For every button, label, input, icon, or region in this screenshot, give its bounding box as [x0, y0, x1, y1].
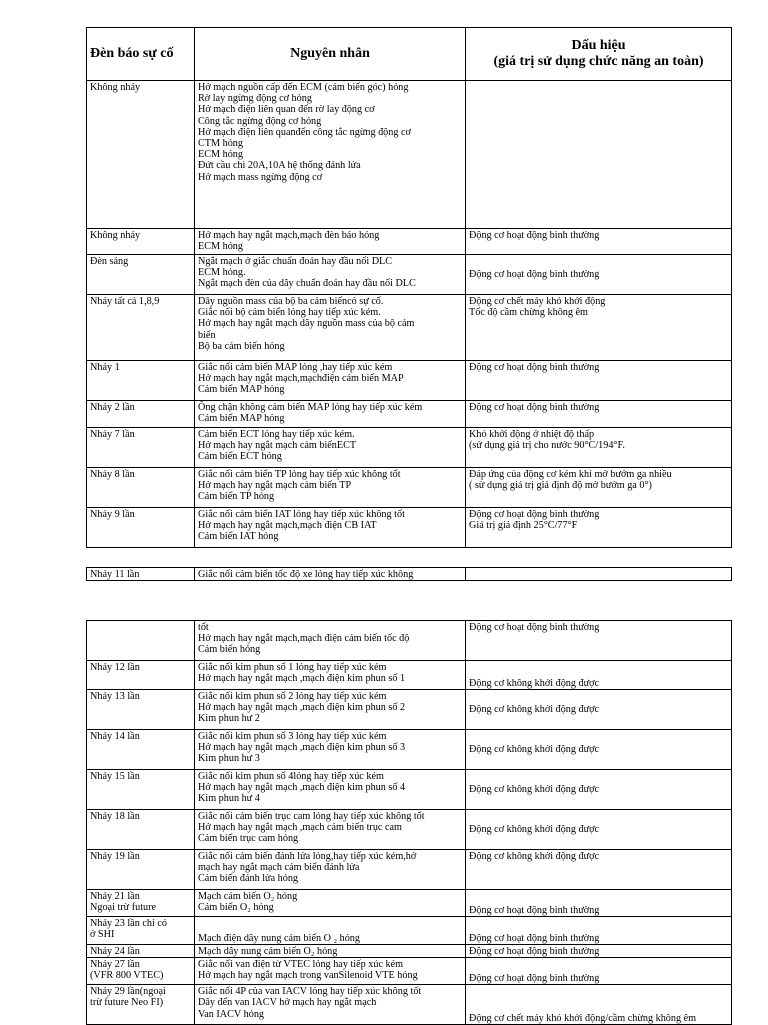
symptom-text: Động cơ hoạt động bình thường	[469, 946, 600, 957]
cause-line: Dây đến van IACV hở mạch hay ngắt mạch	[198, 997, 377, 1009]
cause-line: Kim phun hư 2	[198, 713, 260, 725]
cause-line: Van IACV hỏng	[198, 1008, 265, 1020]
table-row	[87, 468, 732, 508]
cause-line: Giắc nối van điện từ VTEC lỏng hay tiếp xúc kém	[198, 959, 404, 971]
cause-line: Hở mạch hay ngắt mạch cảm biến TP	[198, 480, 352, 492]
header-cause: Nguyên nhân	[195, 28, 466, 81]
symptom-cell	[466, 661, 732, 690]
table-row	[87, 850, 732, 890]
table-row	[87, 508, 732, 548]
table-row	[87, 890, 732, 917]
cause-line: Giắc nối kim phun số 3 lỏng hay tiếp xúc kém	[198, 731, 387, 742]
signal-cell	[87, 730, 195, 770]
cause-line: Hở mạch hay ngắt mạch ,mạch điện kim phun số 1	[198, 673, 406, 685]
cause-line: Giắc nối kim phun số 1 lỏng hay tiếp xúc kém	[198, 662, 387, 673]
signal-text: Nháy 23 lần chỉ có	[90, 918, 167, 929]
cause-cell	[195, 81, 466, 229]
symptom-cell	[466, 508, 732, 548]
header-symptom-title: Dấu hiệu	[571, 38, 626, 53]
cause-cell	[195, 945, 466, 958]
cause-cell	[195, 690, 466, 730]
cause-cell	[195, 295, 466, 361]
cause-cell	[195, 508, 466, 548]
cause-line: Đứt cầu chì 20A,10A hệ thống đánh lửa	[198, 160, 361, 172]
cause-line: Cảm biến MAP hỏng	[198, 413, 285, 425]
cause-line: Cảm biến hỏng	[198, 644, 261, 656]
cause-line: Hở mạch hay ngắt mạch ,mạch điện kim phun số 3	[198, 742, 406, 754]
cause-line: Cảm biến TP hỏng	[198, 491, 275, 503]
cause-line: Hở mạch hay ngắt mạch,mạch điện cảm biến tốc độ	[198, 633, 410, 645]
symptom-line: Khó khởi động ở nhiệt độ thấp	[469, 429, 595, 440]
cause-cell	[195, 850, 466, 890]
table-row	[87, 621, 732, 661]
table-row	[87, 917, 732, 945]
symptom-cell	[466, 401, 732, 428]
cause-line: ECM hỏng.	[198, 267, 246, 279]
cause-line: Hở mạch hay ngắt mạch ,mạch điện kim phun số 4	[198, 782, 406, 794]
signal-cell	[87, 690, 195, 730]
signal-cell	[87, 295, 195, 361]
signal-cell	[87, 508, 195, 548]
symptom-text: Động cơ không khởi động được	[469, 677, 600, 689]
header-symptom	[466, 28, 732, 81]
cause-line: Giắc nối kim phun số 2 lỏng hay tiếp xúc kém	[198, 691, 387, 702]
cause-line: Giắc nối cảm biến MAP lỏng ,hay tiếp xúc kém	[198, 362, 393, 373]
signal-text: Nháy 12 lần	[90, 662, 140, 673]
symptom-text: Động cơ chết máy khó khởi động/cầm chừng không êm	[469, 1013, 697, 1024]
signal-text: Nháy 19 lần	[90, 851, 140, 862]
signal-text: Nháy 18 lần	[90, 811, 140, 822]
cause-cell	[195, 917, 466, 945]
symptom-cell	[466, 621, 732, 661]
table-row	[87, 401, 732, 428]
signal-cell	[87, 985, 195, 1025]
cause-cell	[195, 468, 466, 508]
table-row	[87, 690, 732, 730]
table-row	[87, 730, 732, 770]
symptom-text: Động cơ hoạt động bình thường	[469, 973, 600, 984]
cause-line: Giắc nối cảm biến trục cam lỏng hay tiếp xúc không tốt	[198, 811, 425, 822]
signal-cell	[87, 945, 195, 958]
symptom-cell	[466, 958, 732, 985]
signal-text: Nháy 13 lần	[90, 691, 140, 702]
symptom-cell	[466, 295, 732, 361]
cause-line: Mạch cảm biến O₂ hỏng	[198, 891, 298, 902]
cause-line: Cảm biến ECT hỏng	[198, 451, 282, 463]
cause-cell	[195, 401, 466, 428]
signal-text: Nháy 9 lần	[90, 509, 135, 520]
symptom-text: Động cơ không khởi động được	[469, 744, 600, 756]
cause-cell	[195, 770, 466, 810]
cause-line: Kim phun hư 3	[198, 753, 260, 765]
signal-text: ở SHI	[90, 929, 115, 941]
cause-line: Hở mạch hay ngắt mạch cảm biếnECT	[198, 440, 357, 452]
cause-line: Cảm biến O₂ hỏng	[198, 902, 274, 914]
signal-text: Nháy 8 lần	[90, 469, 135, 480]
signal-cell	[87, 81, 195, 229]
symptom-line: (sử dụng giá trị cho nước 90°C/194°F.	[469, 440, 625, 452]
cause-line: Hở mạch hay ngắt mạch ,mạch điện kim phun số 2	[198, 702, 406, 714]
symptom-line: Động cơ hoạt động bình thường	[469, 509, 600, 520]
table-row	[87, 81, 732, 229]
header-row	[87, 28, 732, 81]
symptom-cell	[466, 428, 732, 468]
table-row	[87, 255, 732, 295]
symptom-cell	[466, 917, 732, 945]
symptom-line: Tốc độ cầm chừng không êm	[469, 307, 588, 319]
signal-cell	[87, 770, 195, 810]
cause-line: Giắc nối kim phun số 4lỏng hay tiếp xúc kém	[198, 771, 384, 782]
header-symptom-note: (giá trị sử dụng chức năng an toàn)	[493, 54, 704, 69]
symptom-text: Động cơ không khởi động được	[469, 784, 600, 796]
symptom-line: Động cơ hoạt động bình thường	[469, 402, 600, 413]
fault-table-page-1	[86, 27, 732, 548]
signal-cell	[87, 917, 195, 945]
cause-line: Giắc nối cảm biến IAT lỏng hay tiếp xúc không tốt	[198, 509, 405, 520]
cause-cell	[195, 730, 466, 770]
symptom-line: Động cơ hoạt động bình thường	[469, 362, 600, 373]
cause-line: Hở mạch mass ngừng động cơ	[198, 171, 323, 183]
symptom-cell	[466, 730, 732, 770]
signal-text: Nháy 15 lần	[90, 771, 140, 782]
signal-text: Nháy 7 lần	[90, 429, 135, 440]
signal-cell	[87, 361, 195, 401]
symptom-cell	[466, 229, 732, 255]
symptom-line: Động cơ chết máy khó khởi động	[469, 296, 606, 307]
cause-line: Dây nguồn mass của bộ ba cảm biếncó sự cố.	[198, 296, 384, 307]
cause-text: Giắc nối cảm biến tốc độ xe lỏng hay tiếp xúc không	[198, 569, 414, 580]
signal-text: Nháy 21 lần	[90, 891, 140, 902]
symptom-cell	[466, 945, 732, 958]
signal-cell	[87, 401, 195, 428]
symptom-text: Động cơ hoạt động bình thường	[469, 932, 600, 944]
signal-cell	[87, 958, 195, 985]
cause-cell	[195, 428, 466, 468]
cause-line: Mạch điện dây nung cảm biến O ₂ hỏng	[198, 932, 360, 944]
table-row	[87, 295, 732, 361]
signal-text: Nháy 14 lần	[90, 731, 140, 742]
cause-line: ECM hỏng	[198, 241, 243, 253]
cause-line: Công tắc ngừng động cơ hỏng	[198, 115, 322, 127]
fault-table-page-2	[86, 620, 732, 1025]
signal-text: Nháy tất cả 1,8,9	[90, 296, 160, 307]
cause-line: Hở mạch hay ngắt mạch ,mạch cảm biến trục cam	[198, 822, 402, 834]
signal-text: Nháy 1	[90, 362, 120, 373]
symptom-cell	[466, 568, 732, 581]
cause-line: Rờ lay ngừng động cơ hỏng	[198, 93, 312, 105]
symptom-text: Động cơ hoạt động bình thường	[469, 904, 600, 916]
signal-cell	[87, 890, 195, 917]
signal-text: Đèn sáng	[90, 256, 129, 267]
cause-line: Ngắt mạch đèn của dây chuẩn đoán hay đầu nối DLC	[198, 278, 416, 290]
cause-line: Hở mạch hay ngắt mạch,mạchđiện cảm biến MAP	[198, 373, 404, 385]
symptom-cell	[466, 690, 732, 730]
symptom-cell	[466, 810, 732, 850]
cause-cell	[195, 255, 466, 295]
table-row	[87, 229, 732, 255]
cause-line: Hở mạch hay ngắt mạch,mạch điện CB IAT	[198, 520, 377, 532]
cause-line: Mạch dây nung cảm biến O₂ hỏng	[198, 946, 338, 957]
cause-line: Giắc nối 4P của van IACV lỏng hay tiếp xúc không tốt	[198, 986, 422, 998]
cause-line: Kim phun hư 4	[198, 793, 260, 805]
signal-cell	[87, 428, 195, 468]
symptom-cell	[466, 361, 732, 401]
cause-line: ECM hỏng	[198, 149, 243, 161]
signal-text: Nháy 2 lần	[90, 402, 135, 413]
signal-text: trừ future Neo FI)	[90, 997, 164, 1009]
cause-line: Hở mạch hay ngắt mạch trong vanSilenoid VTE hỏng	[198, 970, 418, 982]
symptom-text: Động cơ không khởi động được	[469, 824, 600, 836]
signal-text: (VFR 800 VTEC)	[90, 970, 164, 982]
cause-line: Cảm biến IAT hỏng	[198, 531, 279, 543]
signal-text: Nháy 29 lần(ngoại	[90, 986, 166, 998]
cause-line: Hở mạch hay ngắt mạch,mạch đèn báo hỏng	[198, 230, 380, 241]
signal-cell	[87, 810, 195, 850]
cause-line: Cảm biến MAP hỏng	[198, 384, 285, 396]
signal-text: Không nháy	[90, 230, 141, 241]
cause-line: Cảm biến ECT lỏng hay tiếp xúc kém.	[198, 429, 355, 440]
signal-text: Ngoại trừ future	[90, 902, 157, 914]
table-row	[87, 661, 732, 690]
symptom-cell	[466, 468, 732, 508]
symptom-line: Đáp ứng của động cơ kém khi mở bướm ga nhiều	[469, 469, 672, 480]
symptom-cell	[466, 850, 732, 890]
cause-line: mạch hay ngắt mạch cảm biến đánh lửa	[198, 862, 360, 874]
cause-cell	[195, 229, 466, 255]
signal-cell	[87, 850, 195, 890]
symptom-line: Giá trị giả định 25°C/77°F	[469, 520, 578, 532]
symptom-cell	[466, 770, 732, 810]
cause-cell	[195, 661, 466, 690]
cause-line: Hở mạch điện liên quanđến công tắc ngừng động cơ	[198, 126, 411, 138]
symptom-line: Động cơ hoạt động bình thường	[469, 230, 600, 241]
signal-cell	[87, 255, 195, 295]
table-row	[87, 428, 732, 468]
cause-cell	[195, 958, 466, 985]
cause-line: Ống chận không cảm biến MAP lỏng hay tiếp xúc kém	[198, 402, 423, 413]
cause-line: Hở mạch điện liên quan đến rờ lay động cơ	[198, 104, 375, 116]
signal-cell	[87, 468, 195, 508]
cause-cell	[195, 568, 466, 581]
cause-line: Cảm biến đánh lửa hỏng	[198, 873, 299, 885]
table-row	[87, 568, 732, 581]
header-signal: Đèn báo sự cố	[87, 28, 195, 81]
cause-line: Giắc nối cảm biến TP lỏng hay tiếp xúc không tốt	[198, 469, 401, 480]
fault-table-fragment	[86, 567, 732, 581]
signal-text: Không nháy	[90, 82, 141, 93]
cause-line: Ngắt mạch ở giắc chuẩn đoán hay đầu nối DLC	[198, 256, 393, 267]
table-row	[87, 361, 732, 401]
table-row	[87, 770, 732, 810]
symptom-text: Động cơ không khởi động được	[469, 851, 600, 862]
cause-line: biến	[198, 329, 216, 341]
cause-cell	[195, 621, 466, 661]
cause-line: Cảm biến trục cam hỏng	[198, 833, 299, 845]
table-row	[87, 810, 732, 850]
signal-text: Nháy 27 lần	[90, 959, 140, 971]
signal-cell	[87, 661, 195, 690]
table-row	[87, 985, 732, 1025]
cause-line: Giắc nối cảm biến đánh lửa lỏng,hay tiếp xúc kém,hở	[198, 851, 417, 862]
cause-line: Hở mạch hay ngắt mạch dây nguồn mass của bộ cảm	[198, 318, 415, 330]
cause-line: CTM hỏng	[198, 138, 243, 150]
symptom-cell	[466, 255, 732, 295]
symptom-cell	[466, 890, 732, 917]
symptom-cell	[466, 985, 732, 1025]
cause-line: tốt	[198, 622, 209, 633]
cause-cell	[195, 890, 466, 917]
cause-cell	[195, 361, 466, 401]
symptom-text: Động cơ không khởi động được	[469, 704, 600, 716]
symptom-text: Động cơ hoạt động bình thường	[469, 622, 600, 633]
cause-cell	[195, 810, 466, 850]
symptom-cell	[466, 81, 732, 229]
signal-cell	[87, 568, 195, 581]
symptom-line: ( sử dụng giá trị giả định độ mở bướm ga 0°)	[469, 480, 652, 492]
cause-cell	[195, 985, 466, 1025]
table-row	[87, 945, 732, 958]
symptom-line: Động cơ hoạt động bình thường	[469, 269, 600, 281]
signal-cell	[87, 621, 195, 661]
table-row	[87, 958, 732, 985]
cause-line: Giắc nối bộ cảm biến lỏng hay tiếp xúc kém.	[198, 307, 381, 319]
cause-line: Bộ ba cảm biến hỏng	[198, 340, 285, 352]
signal-text: Nháy 11 lần	[90, 569, 140, 580]
signal-cell	[87, 229, 195, 255]
signal-text: Nháy 24 lần	[90, 946, 140, 957]
cause-line: Hở mạch nguồn cấp đến ECM (cảm biến góc) hỏng	[198, 82, 409, 93]
